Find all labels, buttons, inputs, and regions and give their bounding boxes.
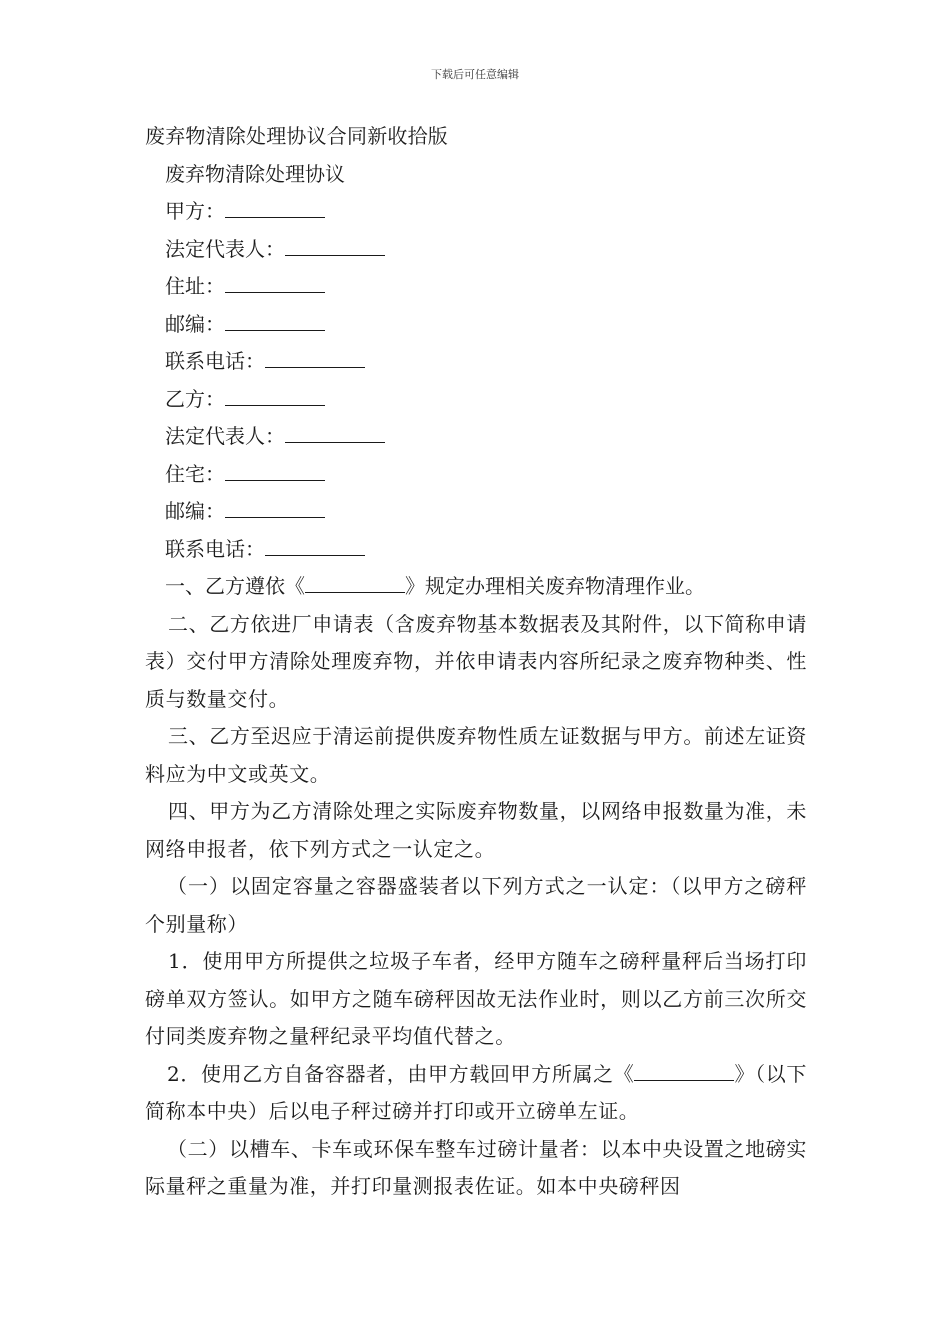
clause-4-1-2 (145, 1056, 807, 1131)
clause-1-end: 》规定办理相关废弃物清理作业。 (405, 574, 705, 598)
blank-line (285, 418, 385, 443)
field-label: 邮编： (165, 499, 225, 523)
field-label: 甲方： (165, 199, 225, 223)
blank-line (634, 1056, 734, 1081)
clause-4-1-1: 1．使用甲方所提供之垃圾子车者，经甲方随车之磅秤量秤后当场打印磅单双方签认。如甲方之随车磅秤因故无法作业时，则以乙方前三次所交付同类废弃物之量秤纪录平均值代替之。 (145, 949, 807, 1048)
blank-line (225, 268, 325, 293)
clause-4-1-2-start: 2．使用乙方自备容器者，由甲方载回甲方所属之《 (167, 1061, 635, 1086)
party-b-representative-field (145, 418, 807, 456)
blank-line (265, 343, 365, 368)
clause-4-2: （二）以槽车、卡车或环保车整车过磅计量者：以本中央设置之地磅实际量秤之重量为准，并打印量测报表佐证。如本中央磅秤因 (145, 1136, 807, 1198)
party-a-address-field (145, 268, 807, 306)
blank-line (225, 493, 325, 518)
field-label: 联系电话： (165, 536, 265, 561)
field-label: 乙方： (165, 386, 225, 411)
blank-line (265, 531, 365, 556)
party-b-field (145, 381, 807, 419)
blank-line (305, 568, 405, 593)
blank-line (285, 231, 385, 256)
document-title: 废弃物清除处理协议合同新收拾版 (145, 124, 448, 148)
party-b-phone-field (145, 531, 807, 569)
blank-line (225, 456, 325, 481)
agreement-subtitle: 废弃物清除处理协议 (165, 161, 345, 186)
clause-1-start: 一、乙方遵依《 (165, 574, 305, 598)
document-body (145, 118, 807, 1206)
page-header: 下载后可任意编辑 (431, 68, 519, 81)
party-b-postcode-field (145, 493, 807, 531)
clause-4-1: （一）以固定容量之容器盛装者以下列方式之一认定：（以甲方之磅秤个别量称） (145, 874, 807, 936)
field-label: 邮编： (165, 311, 225, 336)
party-a-phone-field (145, 343, 807, 381)
clause-4-1-2-end: 》（以下简称本中央）后以电子秤过磅并打印或开立磅单左证。 (145, 1061, 807, 1123)
party-b-address-field (145, 456, 807, 494)
field-label: 住宅： (165, 461, 225, 486)
clause-1 (145, 568, 807, 606)
blank-line (225, 306, 325, 331)
clause-4: 四、甲方为乙方清除处理之实际废弃物数量，以网络申报数量为准，未网络申报者，依下列方式之一认定之。 (145, 799, 807, 861)
blank-line (225, 381, 325, 406)
clause-2: 二、乙方依进厂申请表（含废弃物基本数据表及其附件，以下简称申请表）交付甲方清除处理废弃物，并依申请表内容所纪录之废弃物种类、性质与数量交付。 (145, 611, 807, 711)
party-a-field (145, 193, 807, 231)
blank-line (225, 193, 325, 218)
field-label: 住址： (165, 274, 225, 298)
field-label: 联系电话： (165, 349, 265, 373)
field-label: 法定代表人： (165, 424, 285, 448)
party-a-representative-field (145, 231, 807, 269)
party-a-postcode-field (145, 306, 807, 344)
field-label: 法定代表人： (165, 236, 285, 261)
clause-3: 三、乙方至迟应于清运前提供废弃物性质左证数据与甲方。前述左证资料应为中文或英文。 (145, 724, 807, 786)
